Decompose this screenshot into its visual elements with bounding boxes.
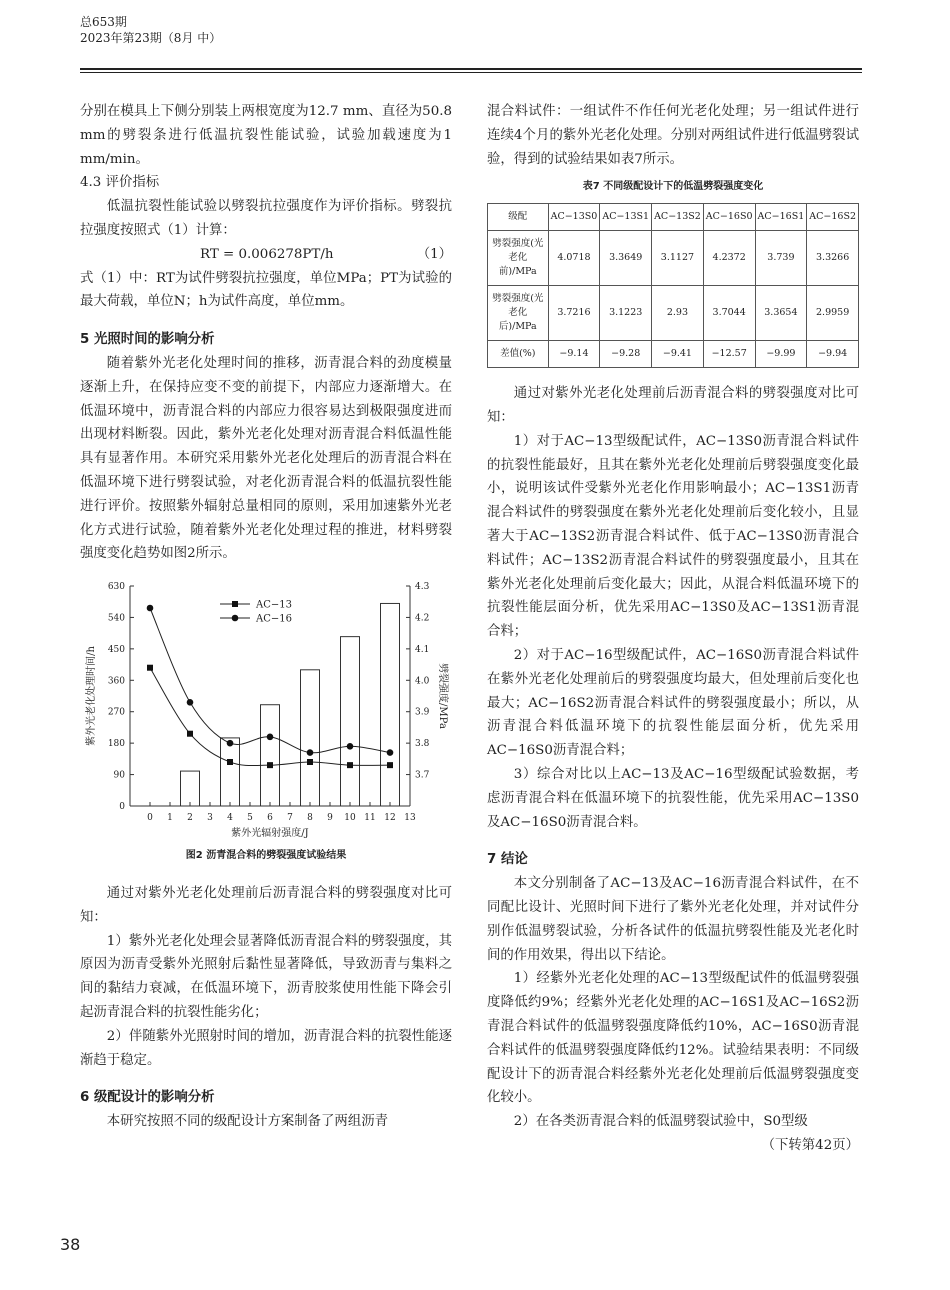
table-cell: −9.14 <box>548 341 600 368</box>
chart-point-circle <box>307 749 314 756</box>
chart-tick-label-x: 2 <box>187 813 193 824</box>
table-header-cell: AC−16S2 <box>807 204 859 231</box>
paragraph: 随着紫外光老化处理时间的推移，沥青混合料的劲度模量逐渐上升，在保持应变不变的前提下，内部应力逐渐增大。在低温环境中，沥青混合料的内部应力很容易达到极限强度进而出现材料断裂。因此，紫外光老化处理对沥青混合料低温性能具有显著作用。本研究采用紫外光老化处理后的沥青混合料在低温环境下进行劈裂试验，对老化沥青混合料的低温抗裂性能进行评价。按照紫外辐射总量相同的原则，采用加速紫外光老化方式进行试验，随着紫外光老化处理过程的推进，材料劈裂强度变化趋势如图2所示。 <box>80 355 452 562</box>
table-cell: −9.41 <box>652 341 704 368</box>
table-header-cell: AC−13S0 <box>548 204 600 231</box>
table-cell: 3.3266 <box>807 231 859 286</box>
table-row <box>488 286 859 341</box>
paragraph: 1）经紫外光老化处理的AC−13型级配试件的低温劈裂强度降低约9%；经紫外光老化处理的AC−16S1及AC−16S2沥青混合料试件的低温劈裂强度降低约10%，AC−16S0沥青混合料试件的低温劈裂强度降低约12%。试验结果表明：不同级配设计下的沥青混合料经紫外光老化处理前后低温劈裂强度变化较小。 <box>487 971 859 1106</box>
continued-note: （下转第42页） <box>761 1137 859 1153</box>
chart-point-square <box>187 731 193 737</box>
chart-tick-label-x: 7 <box>287 813 293 824</box>
section-heading: 7 结论 <box>487 852 528 868</box>
chart-point-circle <box>227 740 234 747</box>
chart-point-square <box>227 759 233 765</box>
paragraph: 2）伴随紫外光照射时间的增加，沥青混合料的抗裂性能逐渐趋于稳定。 <box>80 1028 452 1068</box>
chart-tick-label-x: 8 <box>307 813 313 824</box>
chart-tick-label-left: 630 <box>107 582 125 593</box>
chart-tick-label-x: 12 <box>384 813 396 824</box>
table-cell: 3.1127 <box>652 231 704 286</box>
table-cell: 2.93 <box>652 286 704 341</box>
table-cell: 2.9959 <box>807 286 859 341</box>
table-row-head: 劈裂强度(光老化前)/MPa <box>488 231 549 286</box>
page-header <box>80 14 221 46</box>
chart-tick-label-left: 450 <box>107 644 125 655</box>
chart-tick-label-x: 11 <box>364 813 376 824</box>
chart-tick-label-left: 90 <box>113 770 125 781</box>
paragraph: 1）紫外光老化处理会显著降低沥青混合料的劈裂强度，其原因为沥青受紫外光照射后黏性显著降低，导致沥青与集料之间的黏结力衰减，在低温环境下，沥青胶浆使用性能下降会引起沥青混合料的抗裂性能劣化； <box>80 933 452 1020</box>
paragraph: 2）在各类沥青混合料的低温劈裂试验中，S0型级 <box>513 1114 808 1130</box>
chart-tick-label-right: 3.7 <box>415 770 430 781</box>
chart-tick-label-x: 13 <box>404 813 416 824</box>
paragraph: 3）综合对比以上AC−13及AC−16型级配试验数据，考虑沥青混合料在低温环境下的抗裂性能，优先采用AC−13S0及AC−16S0沥青混合料。 <box>487 766 859 830</box>
section-heading: 6 级配设计的影响分析 <box>80 1090 215 1106</box>
chart-tick-label-right: 4.1 <box>415 644 430 655</box>
page-number: 38 <box>60 1235 81 1254</box>
chart-point-square <box>147 665 153 671</box>
equation-formula: RT = 0.006278PT/h <box>200 246 334 262</box>
section-heading: 5 光照时间的影响分析 <box>80 332 215 348</box>
chart-point-circle <box>147 605 154 612</box>
chart-tick-label-left: 540 <box>107 613 125 624</box>
chart-bar <box>221 738 240 806</box>
chart-point-circle <box>187 699 194 706</box>
right-column <box>487 100 859 1158</box>
table-cell: −9.94 <box>807 341 859 368</box>
table-row-head: 差值(%) <box>488 341 549 368</box>
table-cell: 4.2372 <box>703 231 755 286</box>
chart-tick-label-x: 3 <box>207 813 213 824</box>
chart-legend-marker-circle <box>232 615 239 622</box>
chart-point-square <box>267 762 273 768</box>
left-column <box>80 100 452 1134</box>
table-header-cell: AC−16S0 <box>703 204 755 231</box>
chart-tick-label-x: 5 <box>247 813 253 824</box>
chart-xlabel: 紫外光辐射强度/J <box>231 828 309 840</box>
equation-number: （1） <box>416 246 452 262</box>
chart-legend-label: AC−16 <box>256 613 292 625</box>
table-header-cell: AC−13S1 <box>600 204 652 231</box>
paragraph: 通过对紫外光老化处理前后沥青混合料的劈裂强度对比可知： <box>80 885 452 925</box>
table-7 <box>487 203 859 368</box>
paragraph: 2）对于AC−16型级配试件，AC−16S0沥青混合料试件在紫外光老化处理前后的劈裂强度均最大，但处理前后变化也最大；AC−16S2沥青混合料试件的劈裂强度最小；所以，从沥青混合料低温环境下的抗裂性能层面分析，优先采用AC−16S0沥青混合料； <box>487 647 859 759</box>
chart-tick-label-x: 4 <box>227 813 233 824</box>
chart-tick-label-right: 4.3 <box>415 582 430 593</box>
chart-point-square <box>347 762 353 768</box>
chart-ylabel-left: 紫外光老化处理时间/h <box>86 646 97 747</box>
table-cell: −12.57 <box>703 341 755 368</box>
paragraph: 混合料试件：一组试件不作任何光老化处理；另一组试件进行连续4个月的紫外光老化处理。分别对两组试件进行低温劈裂试验，得到的试验结果如表7所示。 <box>487 104 859 167</box>
table-header-row <box>488 204 859 231</box>
table-caption: 表7 不同级配设计下的低温劈裂强度变化 <box>582 181 764 193</box>
chart-point-circle <box>267 734 274 741</box>
chart-bar <box>301 670 320 806</box>
figure-2-chart <box>80 574 452 842</box>
chart-legend-label: AC−13 <box>256 599 292 611</box>
chart-ylabel-right: 劈裂强度/MPa <box>437 663 448 730</box>
equation <box>80 243 452 267</box>
journal-issue-total: 总653期 <box>80 15 127 29</box>
chart-point-circle <box>387 749 394 756</box>
table-cell: 3.3649 <box>600 231 652 286</box>
chart-tick-label-right: 4.0 <box>415 676 430 687</box>
chart-tick-label-right: 4.2 <box>415 613 430 624</box>
table-header-cell: 级配 <box>488 204 549 231</box>
table-header-cell: AC−16S1 <box>755 204 807 231</box>
table-header-cell: AC−13S2 <box>652 204 704 231</box>
chart-tick-label-left: 360 <box>107 676 125 687</box>
table-cell: 3.3654 <box>755 286 807 341</box>
table-cell: 3.7044 <box>703 286 755 341</box>
table-row <box>488 231 859 286</box>
chart-tick-label-x: 10 <box>344 813 356 824</box>
chart-bar <box>381 604 400 807</box>
paragraph: 低温抗裂性能试验以劈裂抗拉强度作为评价指标。劈裂抗拉强度按照式（1）计算： <box>80 199 452 238</box>
chart-point-circle <box>347 743 354 750</box>
chart-tick-label-x: 0 <box>147 813 153 824</box>
table-cell: 4.0718 <box>548 231 600 286</box>
table-cell: 3.7216 <box>548 286 600 341</box>
journal-issue-date: 2023年第23期（8月 中） <box>80 31 222 45</box>
chart-bar <box>261 705 280 806</box>
paragraph: 通过对紫外光老化处理前后沥青混合料的劈裂强度对比可知： <box>487 386 859 425</box>
chart-point-square <box>387 762 393 768</box>
chart-tick-label-left: 270 <box>107 707 125 718</box>
table-cell: −9.28 <box>600 341 652 368</box>
paragraph: 1）对于AC−13型级配试件，AC−13S0沥青混合料试件的抗裂性能最好，且其在紫外光老化处理前后劈裂强度变化最小，说明该试件受紫外光老化作用影响最小；AC−13S1沥青混合料试件的劈裂强度在紫外光老化处理前后变化较小，且显著大于AC−13S2沥青混合料试件、低于AC−13S0沥青混合料试件；AC−13S2沥青混合料试件的劈裂强度最小，且其在紫外光老化处理前后变化最大；因此，从混合料低温环境下的抗裂性能层面分析，优先采用AC−13S0及AC−13S1沥青混合料； <box>487 433 859 640</box>
chart-series-line <box>150 668 390 766</box>
table-cell: −9.99 <box>755 341 807 368</box>
chart-tick-label-x: 1 <box>167 813 173 824</box>
chart-bar <box>181 771 200 806</box>
header-rule-thin <box>80 72 862 73</box>
paragraph: 分别在模具上下侧分别装上两根宽度为12.7 mm、直径为50.8 mm的劈裂条进行低温抗裂性能试验，试验加载速度为1 mm/min。 <box>80 104 452 167</box>
chart-bar <box>341 637 360 806</box>
chart-tick-label-left: 0 <box>119 802 125 813</box>
chart-point-square <box>307 759 313 765</box>
paragraph: 本研究按照不同的级配设计方案制备了两组沥青 <box>106 1114 388 1130</box>
table-row-head: 劈裂强度(光老化后)/MPa <box>488 286 549 341</box>
chart-tick-label-left: 180 <box>107 739 125 750</box>
paragraph: 式（1）中：RT为试件劈裂抗拉强度，单位MPa；PT为试验的最大荷载，单位N；h为试件高度，单位mm。 <box>80 270 452 310</box>
chart-tick-label-x: 6 <box>267 813 273 824</box>
chart-canvas <box>80 574 452 842</box>
header-rule-thick <box>80 68 862 70</box>
table-cell: 3.739 <box>755 231 807 286</box>
chart-tick-label-x: 9 <box>327 813 333 824</box>
table-cell: 3.1223 <box>600 286 652 341</box>
chart-tick-label-right: 3.8 <box>415 739 430 750</box>
chart-series-line <box>150 608 390 753</box>
chart-legend-marker-square <box>232 601 238 607</box>
subsection-heading: 4.3 评价指标 <box>80 175 160 191</box>
chart-tick-label-right: 3.9 <box>415 707 430 718</box>
table-row <box>488 341 859 368</box>
figure-caption: 图2 沥青混合料的劈裂强度试验结果 <box>185 850 347 862</box>
paragraph: 本文分别制备了AC−13及AC−16沥青混合料试件，在不同配比设计、光照时间下进行了紫外光老化处理，并对试件分别作低温劈裂试验，分析各试件的低温抗劈裂性能及光老化时间的作用效果，得出以下结论。 <box>487 876 859 963</box>
